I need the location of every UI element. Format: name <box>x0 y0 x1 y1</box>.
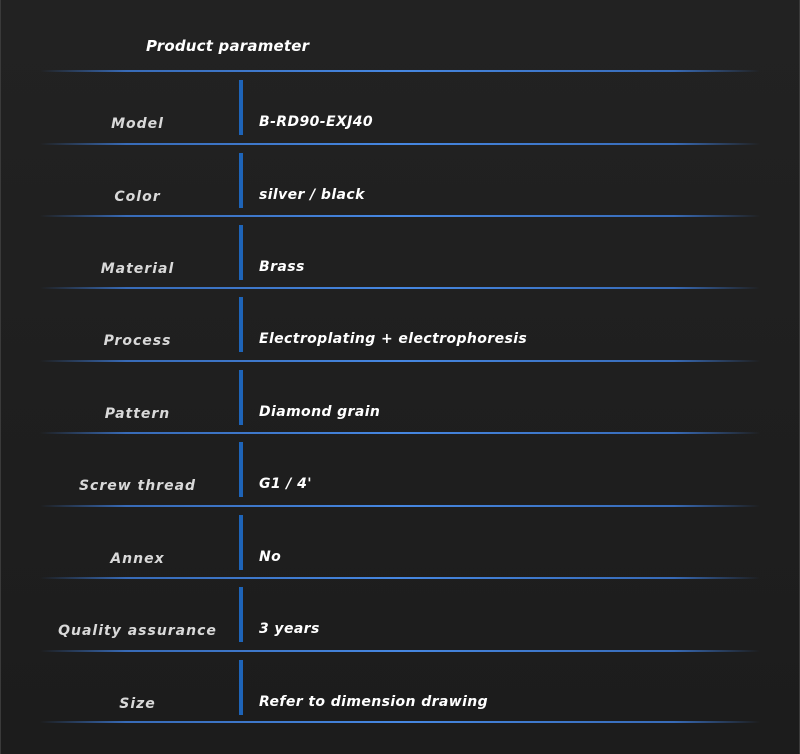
param-row-screw-thread <box>0 434 800 506</box>
param-label: Quality assurance <box>58 623 217 639</box>
param-value: silver / black <box>259 187 365 203</box>
param-label: Annex <box>110 551 165 567</box>
param-row-process <box>0 289 800 361</box>
row-accent-bar <box>239 660 243 715</box>
param-label: Process <box>103 333 172 349</box>
row-accent-bar <box>239 587 243 642</box>
param-value: Brass <box>259 259 305 275</box>
row-accent-bar <box>239 297 243 352</box>
param-row-quality-assurance <box>0 579 800 651</box>
param-row-color <box>0 145 800 217</box>
param-row-model <box>0 72 800 144</box>
row-accent-bar <box>239 225 243 280</box>
section-title: Product parameter <box>146 37 310 55</box>
row-accent-bar <box>239 370 243 425</box>
param-label: Color <box>114 189 161 205</box>
row-accent-bar <box>239 515 243 570</box>
param-row-annex <box>0 507 800 579</box>
param-row-pattern <box>0 362 800 434</box>
param-row-size <box>0 652 800 724</box>
param-value: Diamond grain <box>259 404 381 420</box>
param-value: Electroplating + electrophoresis <box>259 331 528 347</box>
param-value: No <box>259 549 282 565</box>
param-row-material <box>0 217 800 289</box>
param-value: Refer to dimension drawing <box>259 694 489 710</box>
param-label: Size <box>119 696 156 712</box>
row-accent-bar <box>239 80 243 135</box>
param-value: 3 years <box>259 621 320 637</box>
param-label: Screw thread <box>78 478 197 494</box>
row-accent-bar <box>239 442 243 497</box>
param-value: G1 / 4' <box>259 476 312 492</box>
param-value: B-RD90-EXJ40 <box>259 114 374 130</box>
row-divider <box>40 721 760 723</box>
param-label: Material <box>100 261 175 277</box>
param-label: Pattern <box>104 406 171 422</box>
row-accent-bar <box>239 153 243 208</box>
param-label: Model <box>111 116 164 132</box>
